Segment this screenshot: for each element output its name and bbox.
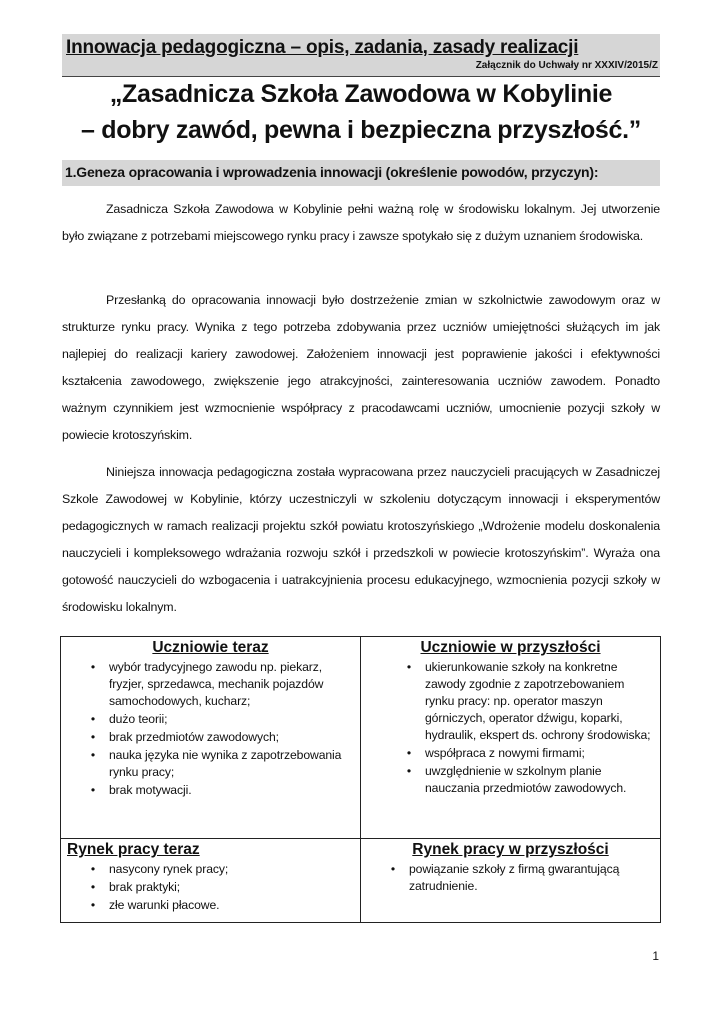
comparison-table xyxy=(60,636,661,923)
bullet-icon: • xyxy=(90,880,96,894)
cell-market-now xyxy=(61,839,361,923)
students-future-list xyxy=(365,659,656,797)
list-item-text: wybór tradycyjnego zawodu np. piekarz, fryzjer, sprzedawca, mechanik pojazdów samochodowych, kucharz; xyxy=(109,660,324,708)
list-item xyxy=(87,879,356,896)
list-item xyxy=(403,763,656,797)
bullet-icon: • xyxy=(406,764,412,778)
market-future-list xyxy=(365,861,656,895)
bullet-icon: • xyxy=(90,898,96,912)
bullet-icon: • xyxy=(90,660,96,674)
bullet-icon: • xyxy=(90,748,96,762)
list-item-text: nauka języka nie wynika z zapotrzebowania rynku pracy; xyxy=(109,748,342,779)
list-item xyxy=(403,745,656,762)
resolution-note: Załącznik do Uchwały nr XXXIV/2015/Z xyxy=(475,60,658,71)
header-bar xyxy=(62,34,660,77)
header-title: Innowacja pedagogiczna – opis, zadania, zasady realizacji xyxy=(66,37,579,58)
cell-students-future xyxy=(361,637,661,839)
page-number: 1 xyxy=(652,949,659,963)
list-item xyxy=(87,897,356,914)
cell-market-future xyxy=(361,839,661,923)
list-item xyxy=(87,861,356,878)
list-item-text: dużo teorii; xyxy=(109,712,168,726)
bullet-icon: • xyxy=(406,746,412,760)
market-now-list xyxy=(65,861,356,914)
table-row-market xyxy=(61,839,661,923)
students-future-heading: Uczniowie w przyszłości xyxy=(420,639,601,656)
cell-students-now xyxy=(61,637,361,839)
paragraph-3: Niniejsza innowacja pedagogiczna została wypracowana przez nauczycieli pracujących w Zasadniczej Szkole Zawodowej w Kobylinie, którzy uczestniczyli w szkoleniu dotyczącym innowacji i eksperymentów pedagogicznych w ramach realizacji projektu szkół powiatu krotoszyńskiego „Wdrożenie modelu doskonalenia nauczycieli i kompleksowego wdrażania rozwoju szkół i przedszkoli w powiecie krotoszyńskim”. Wyraża ona gotowość nauczycieli do wzbogacenia i uatrakcyjnienia procesu edukacyjnego, wzmocnienia pozycji szkoły w środowisku lokalnym. xyxy=(62,465,660,614)
list-item-text: ukierunkowanie szkoły na konkretne zawody zgodnie z zapotrzebowaniem rynku pracy: np. operator maszyn górniczych, operator dźwigu, koparki, hydraulik, ekspert ds. ochrony środowiska; xyxy=(425,660,651,742)
list-item-text: brak przedmiotów zawodowych; xyxy=(109,730,279,744)
list-item-text: uwzględnienie w szkolnym planie nauczania przedmiotów zawodowych. xyxy=(425,764,627,795)
list-item xyxy=(387,861,656,895)
bullet-icon: • xyxy=(406,660,412,674)
list-item-text: powiązanie szkoły z firmą gwarantującą zatrudnienie. xyxy=(409,862,620,893)
section-heading-bar xyxy=(62,160,660,186)
list-item xyxy=(87,659,356,710)
market-now-heading: Rynek pracy teraz xyxy=(67,841,200,858)
list-item-text: złe warunki płacowe. xyxy=(109,898,220,912)
main-title-line-2: – dobry zawód, pewna i bezpieczna przyszłość.” xyxy=(81,116,641,144)
list-item xyxy=(87,782,356,799)
section-heading: 1.Geneza opracowania i wprowadzenia innowacji (określenie powodów, przyczyn): xyxy=(65,164,599,180)
students-now-list xyxy=(65,659,356,799)
bullet-icon: • xyxy=(90,730,96,744)
students-now-heading: Uczniowie teraz xyxy=(152,639,269,656)
bullet-icon: • xyxy=(90,712,96,726)
list-item xyxy=(87,711,356,728)
list-item-text: brak praktyki; xyxy=(109,880,181,894)
bullet-icon: • xyxy=(90,783,96,797)
list-item-text: brak motywacji. xyxy=(109,783,192,797)
list-item-text: nasycony rynek pracy; xyxy=(109,862,229,876)
list-item xyxy=(87,747,356,781)
list-item xyxy=(403,659,656,744)
list-item-text: współpraca z nowymi firmami; xyxy=(425,746,585,760)
table-row-students xyxy=(61,637,661,839)
paragraph-2: Przesłanką do opracowania innowacji było dostrzeżenie zmian w szkolnictwie zawodowym oraz w strukturze rynku pracy. Wynika z tego potrzeba zdobywania przez uczniów umiejętności służących im jak najlepiej do realizacji kariery zawodowej. Założeniem innowacji jest poprawienie jakości i efektywności kształcenia zawodowego, zwiększenie jego atrakcyjności, zainteresowania uczniów zawodem. Ponadto ważnym czynnikiem jest wzmocnienie współpracy z pracodawcami uczniów, umocnienie pozycji szkoły w powiecie krotoszyńskim. xyxy=(62,293,660,442)
paragraph-1: Zasadnicza Szkoła Zawodowa w Kobylinie pełni ważną rolę w środowisku lokalnym. Jej utworzenie było związane z potrzebami miejscowego rynku pracy i zawsze spotykało się z dużym uznaniem środowiska. xyxy=(62,202,660,243)
bullet-icon: • xyxy=(390,862,396,876)
bullet-icon: • xyxy=(90,862,96,876)
market-future-heading: Rynek pracy w przyszłości xyxy=(412,841,609,858)
main-title-line-1: „Zasadnicza Szkoła Zawodowa w Kobylinie xyxy=(109,80,613,108)
list-item xyxy=(87,729,356,746)
